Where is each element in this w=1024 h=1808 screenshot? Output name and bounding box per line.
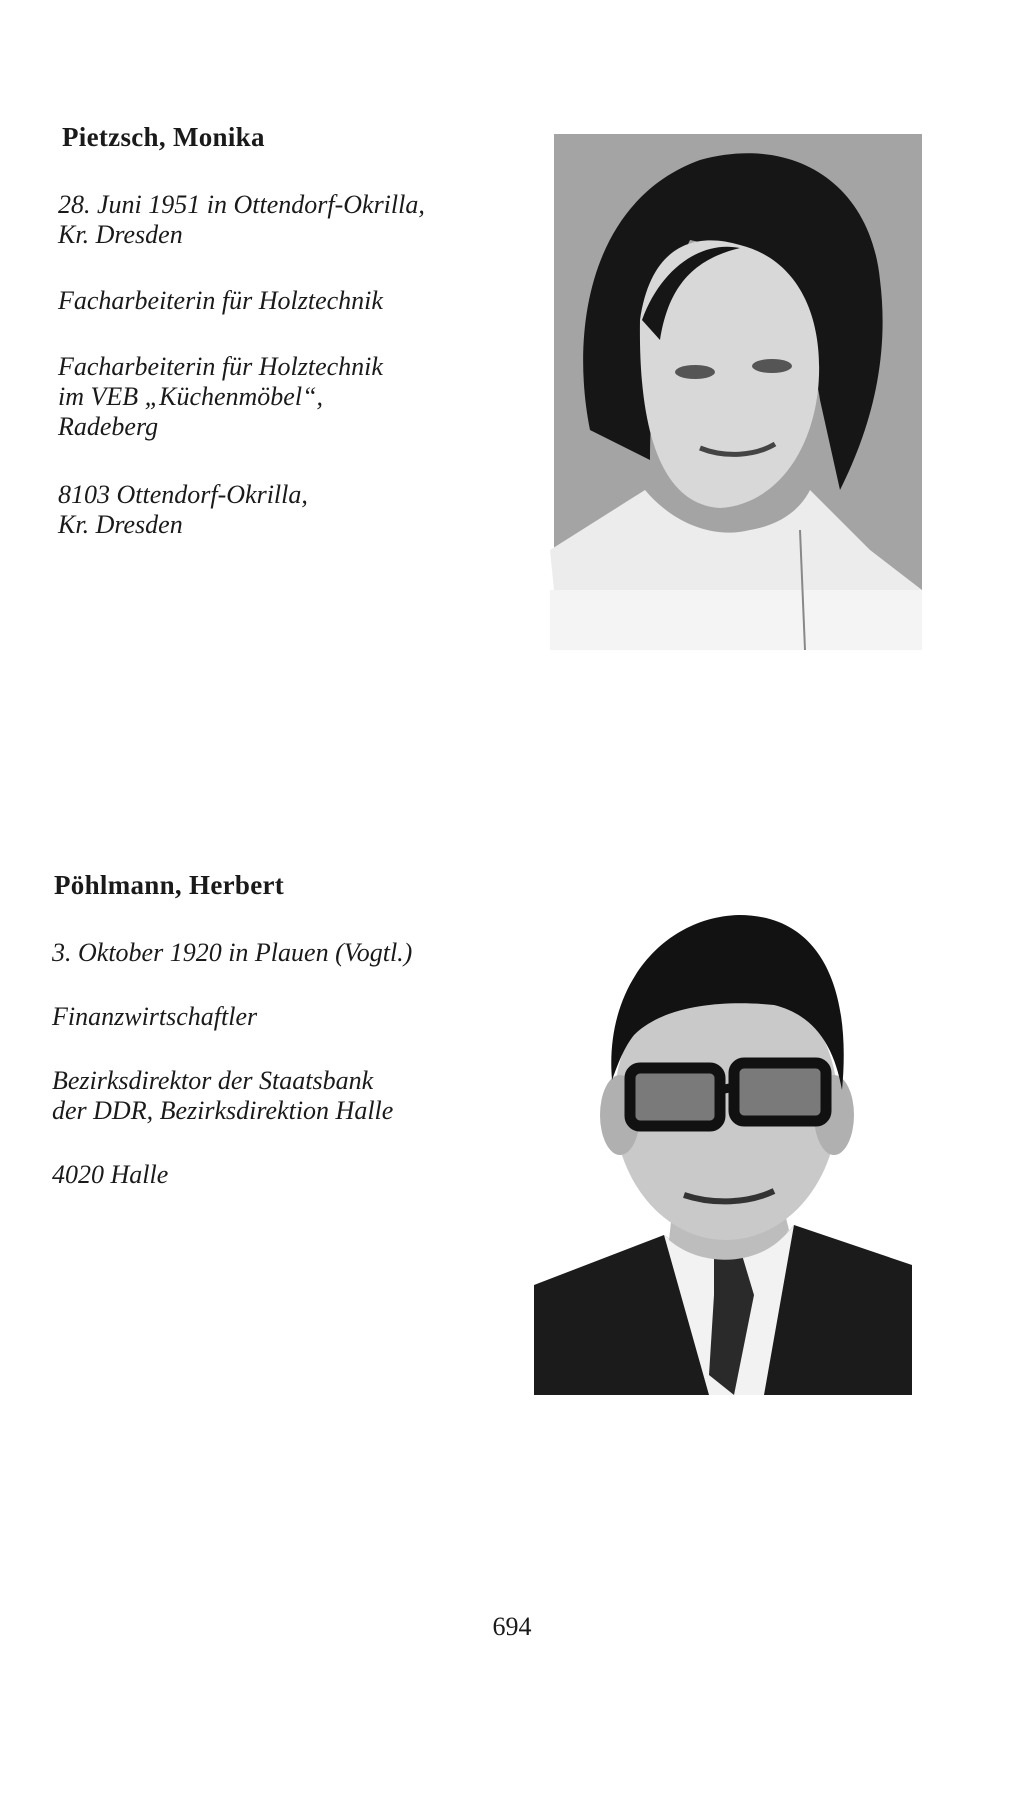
occupation-line: Radeberg — [58, 412, 159, 441]
portrait-photo — [534, 905, 912, 1395]
birth-line: Kr. Dresden — [58, 220, 183, 249]
address-line: Kr. Dresden — [58, 510, 183, 539]
profession-line: Finanzwirtschaftler — [52, 1002, 258, 1031]
occupation-line: im VEB „Küchenmöbel“, — [58, 382, 324, 411]
occupation-line: der DDR, Bezirksdirektion Halle — [52, 1096, 394, 1125]
birth-line: 28. Juni 1951 in Ottendorf-Okrilla, — [58, 190, 425, 219]
entry-name: Pietzsch, Monika — [62, 122, 265, 152]
address-line: 8103 Ottendorf-Okrilla, — [58, 480, 308, 509]
occupation-line: Facharbeiterin für Holztechnik — [58, 352, 383, 381]
address-line: 4020 Halle — [52, 1160, 169, 1189]
birth-line: 3. Oktober 1920 in Plauen (Vogtl.) — [52, 938, 413, 967]
page-number: 694 — [492, 1612, 532, 1641]
occupation-line: Bezirksdirektor der Staatsbank — [52, 1066, 374, 1095]
entry-name: Pöhlmann, Herbert — [54, 870, 285, 900]
portrait-photo — [550, 130, 922, 650]
profession-line: Facharbeiterin für Holztechnik — [58, 286, 383, 315]
